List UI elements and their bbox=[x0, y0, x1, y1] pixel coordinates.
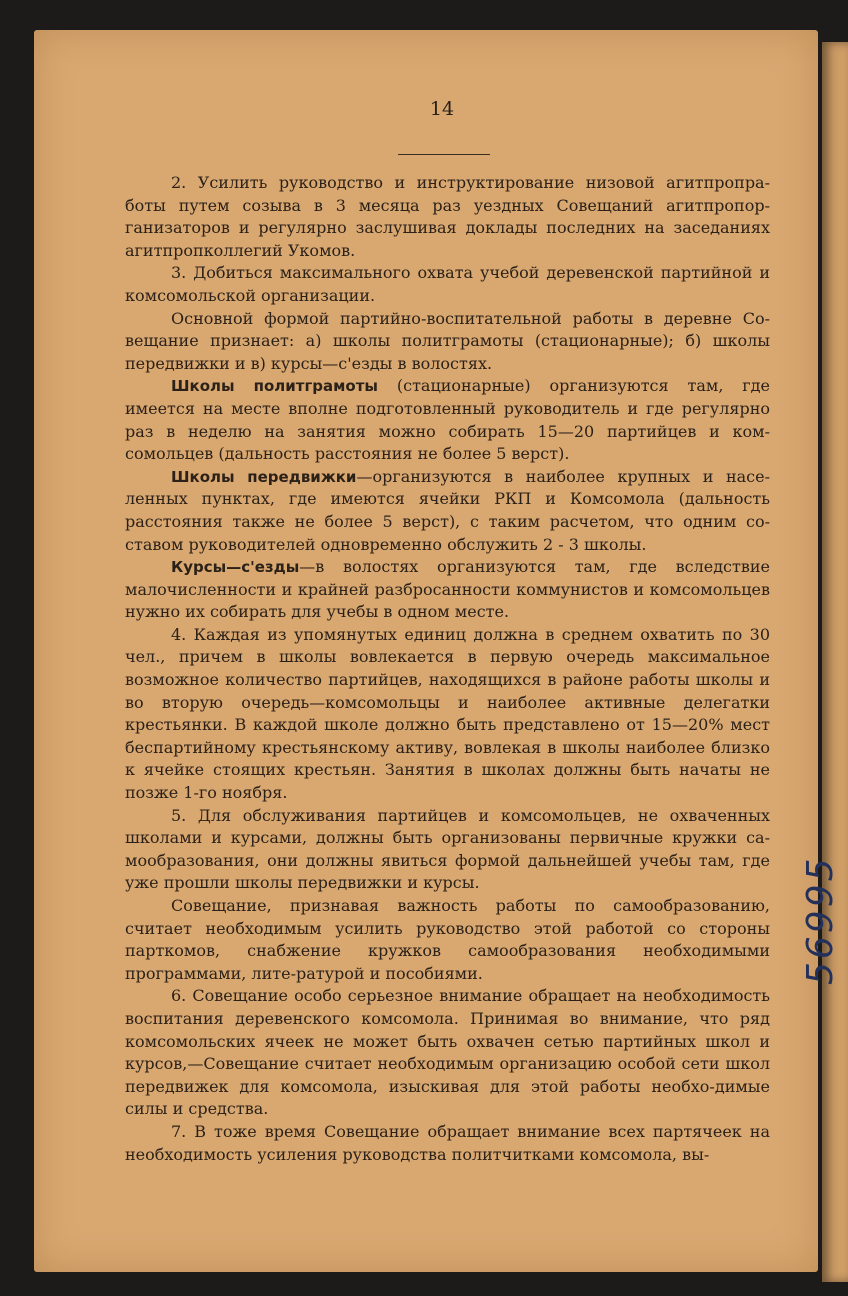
paragraph: 5. Для обслуживания партийцев и комсомольцев, не охваченных школами и курсами, должны быть организованы первичные кружки са-мообразования, они должны явиться формой дальнейшей учебы там, где уже прошли школы передвижки и курсы. bbox=[125, 805, 770, 893]
paragraph: Курсы—с'езды—в волостях организуются там, где вследствие малочисленности и крайней разбросанности коммунистов и комсомольцев нужно их собирать для учебы в одном месте. bbox=[125, 557, 770, 622]
paragraph: Совещание, признавая важность работы по самообразованию, считает необходимым усилить руководство этой работой со стороны парткомов, снабжение кружков самообразования необходимыми программами, лите-ратурой и пособиями. bbox=[125, 896, 770, 983]
adjacent-page-edge bbox=[822, 42, 848, 1282]
paragraph-lead: Школы передвижки bbox=[171, 467, 357, 486]
paragraph: 6. Совещание особо серьезное внимание обращает на необходимость воспитания деревенского комсомола. Принимая во внимание, что ряд комсомольских ячеек не может быть охвачен сетью партийных школ и курсов,—Совещание считает необходимым организацию особой сети школ передвижек для комсомола, изыскивая для этой работы необхо-димые силы и средства. bbox=[125, 986, 770, 1119]
paragraph: 3. Добиться максимального охвата учебой деревенской партийной и комсомольской организации. bbox=[125, 263, 770, 305]
paragraph: 2. Усилить руководство и инструктирование низовой агитпропра-боты путем созыва в 3 месяца раз уездных Совещаний агитпропор-ганизаторов и регулярно заслушивая доклады последних на заседаниях агитпропколлегий Укомов. bbox=[125, 173, 770, 260]
handwritten-inventory-number: 56995 bbox=[800, 855, 841, 985]
paragraph: Школы политграмоты (стационарные) организуются там, где имеется на месте вполне подготовленный руководитель и где регулярно раз в неделю на занятия можно собирать 15—20 партийцев и ком-сомольцев (дальность расстояния не более 5 верст). bbox=[125, 376, 771, 464]
paragraph-lead: Школы политграмоты bbox=[171, 377, 378, 396]
paragraph: Школы передвижки—организуются в наиболее крупных и насе-ленных пунктах, где имеются ячейки РКП и Комсомола (дальность расстояния также не более 5 верст), с таким расчетом, что одним со-ставом руководителей одновременно обслужить 2 - 3 школы. bbox=[125, 466, 770, 554]
paragraph: 7. В тоже время Совещание обращает внимание всех партячеек на необходимость усиления руководства политчитками комсомола, вы- bbox=[125, 1121, 770, 1164]
body-text bbox=[125, 172, 770, 1166]
page-number-rule bbox=[398, 154, 490, 155]
page-number: 14 bbox=[429, 98, 455, 120]
paragraph: 4. Каждая из упомянутых единиц должна в среднем охватить по 30 чел., причем в школы вовлекается в первую очередь максимальное возможное количество партийцев, находящихся в районе работы школы и во вторую очередь—комсомольцы и наиболее активные делегатки крестьянки. В каждой школе должно быть представлено от 15—20% мест беспартийному крестьянскому активу, вовлекая в школы наиболее близко к ячейке стоящих крестьян. Занятия в школах должны быть начаты не позже 1-го ноября. bbox=[125, 624, 770, 803]
paragraph-lead: Курсы—с'езды bbox=[171, 558, 300, 577]
paragraph: Основной формой партийно-воспитательной работы в деревне Со-вещание признает: а) школы политграмоты (стационарные); б) школы передвижки и в) курсы—с'езды в волостях. bbox=[125, 308, 770, 373]
